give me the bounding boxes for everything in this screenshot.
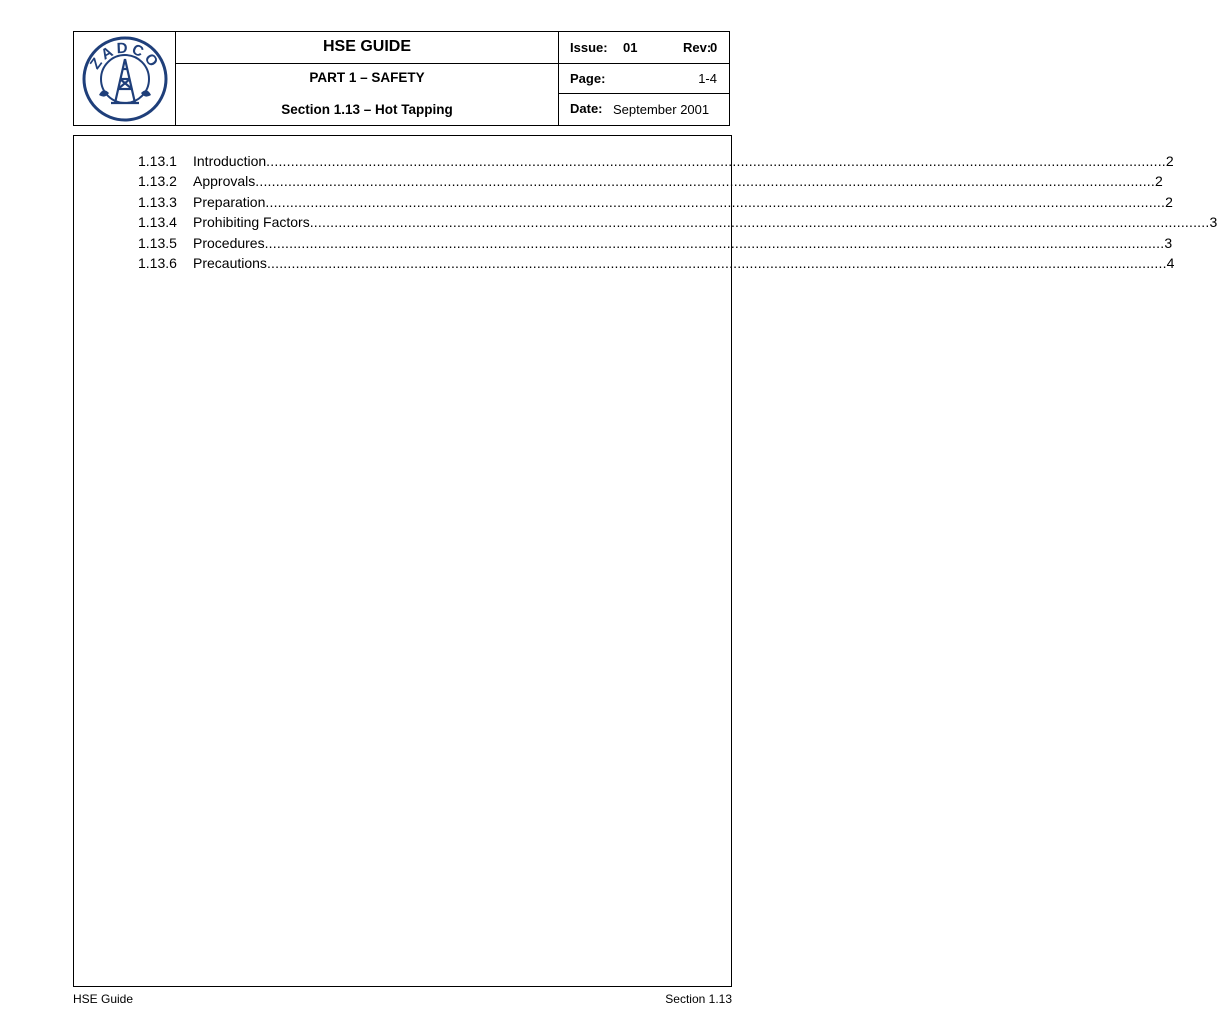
toc-dot-leader: ............................................................................................................................................................................................................................: [309, 214, 1210, 231]
toc-entry-page: 2: [1165, 153, 1174, 169]
toc-entry[interactable]: [138, 193, 1173, 214]
rev-label: Rev:: [683, 40, 712, 55]
toc-entry-number: 1.13.2: [138, 173, 177, 190]
issue-row: [559, 32, 729, 64]
page-row: [559, 64, 729, 94]
toc-entry-title: Procedures: [193, 234, 265, 251]
toc-entry-title: Preparation: [193, 193, 266, 210]
toc-entry-title: Introduction: [193, 153, 267, 169]
toc-entry-number: 1.13.1: [138, 153, 177, 169]
logo-cell: [74, 32, 176, 125]
toc-entry-title: Approvals: [193, 173, 256, 190]
date-label: Date:: [570, 101, 603, 116]
toc-entry[interactable]: [138, 254, 1175, 275]
toc-dot-leader: ............................................................................................................................................................................................................................: [255, 173, 1155, 190]
toc-entry-number: 1.13.3: [138, 193, 177, 210]
footer-right: Section 1.13: [665, 992, 732, 1006]
page-value: 1-4: [698, 71, 717, 86]
issue-value: 01: [623, 40, 638, 55]
page-label: Page:: [570, 71, 606, 86]
toc-entry-page: 3: [1164, 234, 1173, 251]
toc-dot-leader: ............................................................................................................................................................................................................................: [266, 153, 1166, 169]
toc-entry[interactable]: [138, 153, 1174, 173]
issue-label: Issue:: [570, 40, 608, 55]
date-row: [559, 94, 729, 125]
meta-cell: [559, 32, 729, 125]
section-title: Section 1.13 – Hot Tapping: [281, 102, 453, 117]
toc-entry-page: 3: [1209, 214, 1217, 231]
toc-entry-page: 2: [1155, 173, 1163, 190]
toc-dot-leader: ............................................................................................................................................................................................................................: [265, 193, 1166, 210]
logo-text: ZADCO: [86, 39, 163, 73]
toc-entry-page: 4: [1166, 254, 1175, 271]
part-title: PART 1 – SAFETY: [309, 70, 425, 85]
toc-entry-number: 1.13.5: [138, 234, 177, 251]
toc-entry-number: 1.13.4: [138, 214, 177, 231]
title-cell: [176, 32, 559, 125]
svg-text:ZADCO: [86, 39, 162, 72]
rev-value: 0: [710, 40, 718, 55]
toc-entry[interactable]: [138, 214, 1217, 234]
document-header: [73, 31, 730, 126]
toc-entry-page: 2: [1165, 193, 1173, 210]
toc-dot-leader: ............................................................................................................................................................................................................................: [264, 234, 1165, 251]
toc-entry[interactable]: [138, 173, 1163, 193]
toc-entry[interactable]: [138, 234, 1173, 255]
toc-entry-title: Prohibiting Factors: [193, 214, 310, 231]
footer-left: HSE Guide: [73, 992, 134, 1006]
oil-derrick-icon: [111, 59, 139, 103]
zadco-logo: [81, 35, 169, 123]
table-of-contents: [138, 153, 1217, 275]
date-value: September 2001: [613, 102, 710, 117]
document-title: HSE GUIDE: [322, 38, 411, 55]
toc-entry-title: Precautions: [193, 254, 267, 271]
toc-entry-number: 1.13.6: [138, 254, 177, 271]
toc-dot-leader: ............................................................................................................................................................................................................................: [266, 254, 1167, 271]
